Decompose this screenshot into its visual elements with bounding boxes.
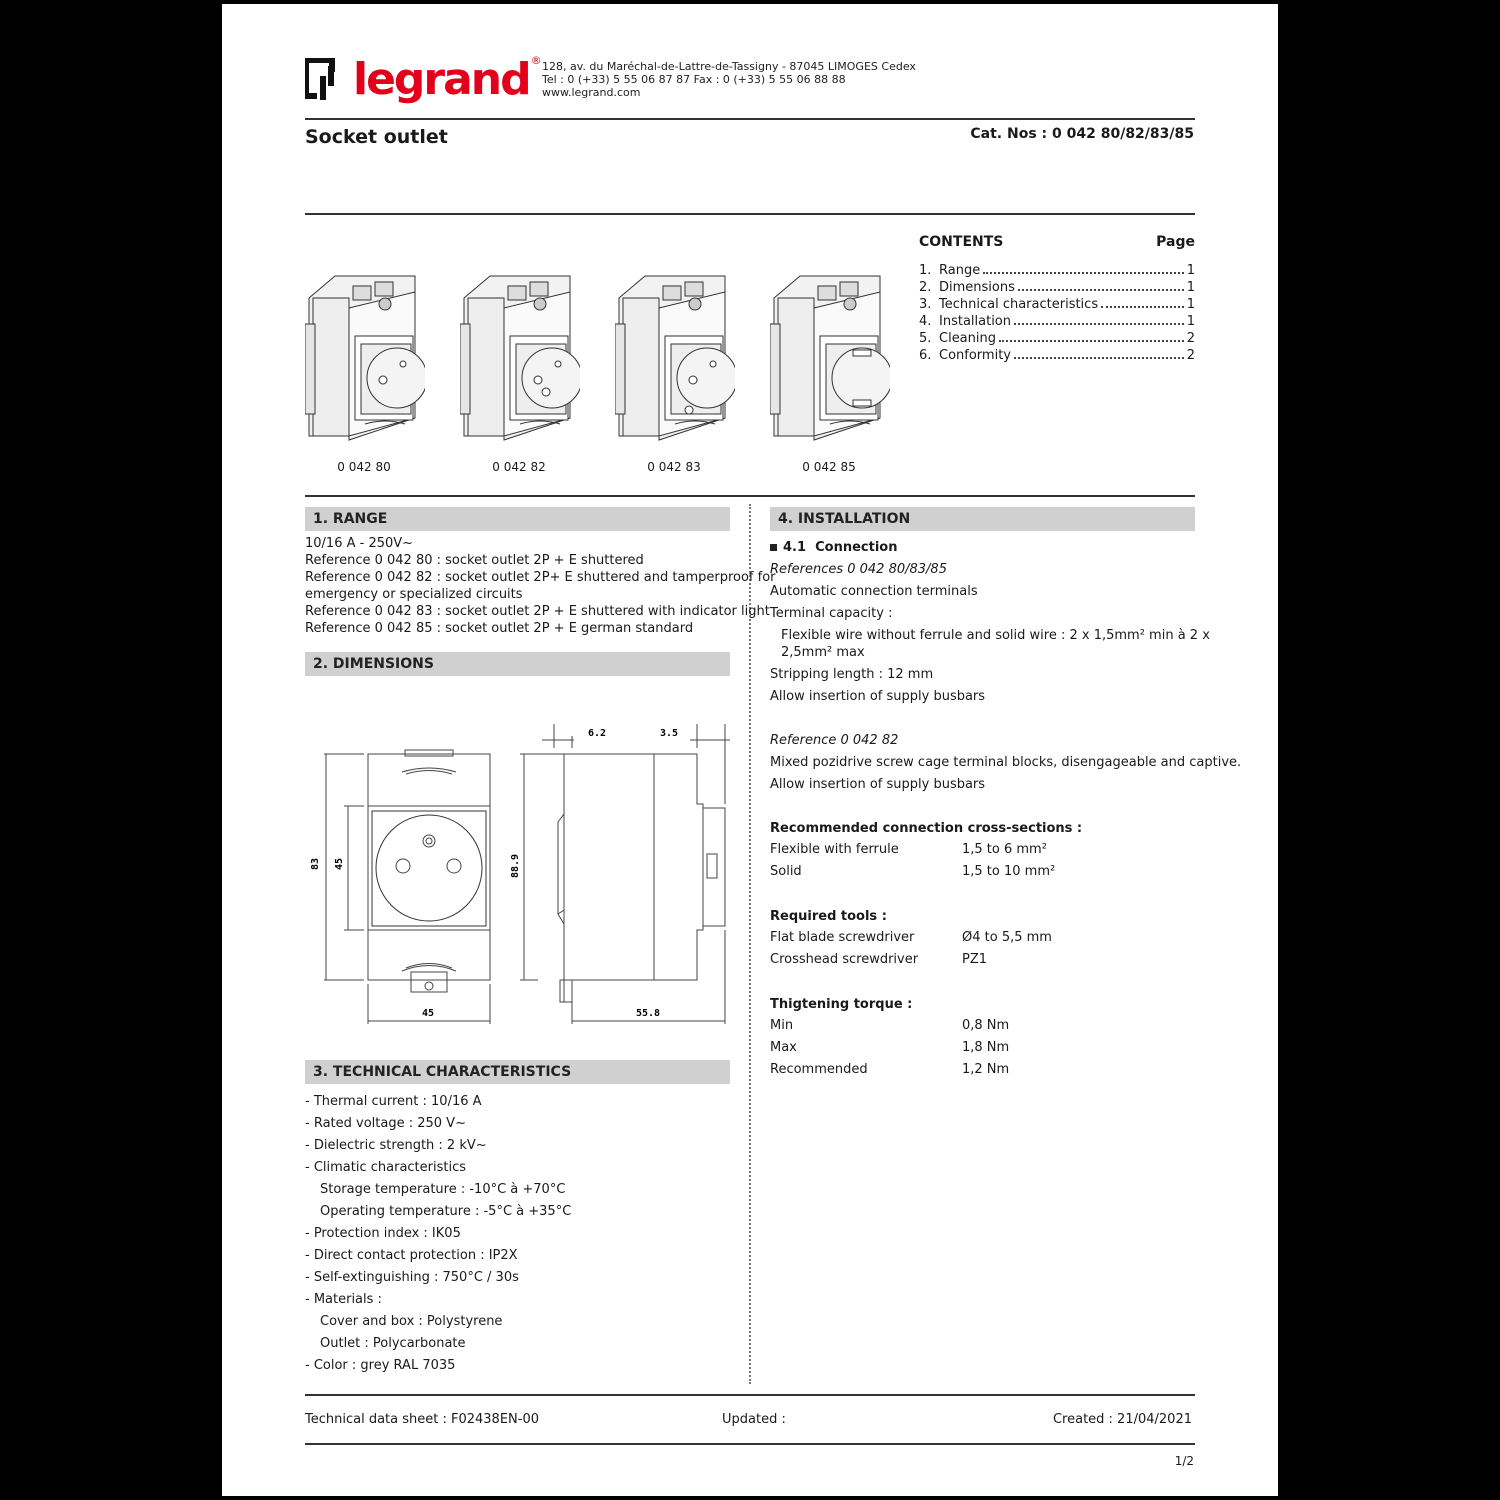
terminal-capacity: Terminal capacity : (770, 606, 893, 621)
spec-value: 1,8 Nm (962, 1040, 1010, 1055)
toc-number: 3. (919, 297, 932, 312)
toc-page: 1 (1186, 297, 1195, 312)
spec-key: Flexible with ferrule (770, 842, 899, 857)
range-line: 10/16 A - 250V~ (305, 536, 414, 551)
footer-divider-bottom (305, 1443, 1195, 1445)
footer-divider-top (305, 1394, 1195, 1396)
tools-heading: Required tools : (770, 909, 887, 924)
sub-title: Connection (815, 540, 898, 555)
range-line: Reference 0 042 83 : socket outlet 2P + E shuttered with indicator light (305, 604, 770, 619)
company-address (542, 60, 916, 99)
technical-item: Cover and box : Polystyrene (320, 1314, 503, 1329)
technical-item: - Thermal current : 10/16 A (305, 1094, 482, 1109)
busbars-note-b: Allow insertion of supply busbars (770, 777, 986, 792)
range-heading: 1. RANGE (305, 507, 730, 531)
toc-number: 5. (919, 331, 932, 346)
footer-created: Created : 21/04/2021 (1052, 1412, 1192, 1427)
dimension-drawing-svg (302, 714, 732, 1034)
address-line: 128, av. du Maréchal-de-Lattre-de-Tassigny - 87045 LIMOGES Cedex (542, 60, 916, 73)
legrand-mark-icon (305, 58, 345, 102)
toc-label: Range (939, 263, 981, 278)
toc-item (919, 279, 1195, 296)
footer-sheet-id: Technical data sheet : F02438EN-00 (305, 1412, 539, 1427)
flexible-wire-line1: Flexible wire without ferrule and solid wire : 2 x 1,5mm² min à 2 x (781, 628, 1210, 643)
busbars-note-a: Allow insertion of supply busbars (770, 689, 986, 704)
cross-sections-table (770, 839, 1056, 883)
toc-label: Cleaning (939, 331, 996, 346)
spec-value: PZ1 (962, 952, 988, 967)
sub-number: 4.1 (783, 540, 807, 555)
side-view-body (534, 754, 703, 980)
toc-label: Dimensions (939, 280, 1015, 295)
toc-page: 2 (1186, 348, 1195, 363)
toc-page: 2 (1186, 331, 1195, 346)
reference-group-a: References 0 042 80/83/85 (770, 562, 947, 577)
range-line: Reference 0 042 80 : socket outlet 2P + E shuttered (305, 553, 644, 568)
dimension-drawing (302, 714, 732, 1038)
torque-heading: Thigtening torque : (770, 997, 913, 1012)
dim-height-window: 45 (334, 857, 345, 870)
dim-top-left: 6.2 (588, 728, 607, 739)
title-divider (305, 213, 1195, 215)
table-of-contents (919, 234, 1195, 364)
header-divider (305, 118, 1195, 120)
product-label: 0 042 80 (337, 460, 391, 474)
toc-number: 4. (919, 314, 932, 329)
toc-item (919, 313, 1195, 330)
spec-key: Crosshead screwdriver (770, 952, 919, 967)
toc-number: 6. (919, 348, 932, 363)
technical-item: - Rated voltage : 250 V~ (305, 1116, 466, 1131)
spec-key: Min (770, 1018, 794, 1033)
spec-value: 1,5 to 6 mm² (962, 842, 1047, 857)
cross-sections-heading: Recommended connection cross-sections : (770, 821, 1083, 836)
section-divider (305, 495, 1195, 497)
toc-item (919, 262, 1195, 279)
flexible-wire-line2: 2,5mm² max (781, 645, 865, 660)
product-image (305, 268, 425, 448)
spec-row (770, 1037, 1010, 1059)
toc-leader (1018, 289, 1184, 291)
toc-leader (1014, 357, 1184, 359)
registered-mark: ® (530, 54, 542, 67)
toc-item (919, 296, 1195, 313)
catalog-numbers: Cat. Nos : 0 042 80/82/83/85 (970, 126, 1194, 142)
product-image (460, 268, 580, 448)
footer-updated: Updated : (722, 1412, 786, 1427)
toc-label: Installation (939, 314, 1012, 329)
toc-item (919, 347, 1195, 364)
range-line: Reference 0 042 82 : socket outlet 2P+ E shuttered and tamperproof for (305, 570, 776, 585)
stripping-length: Stripping length : 12 mm (770, 667, 934, 682)
range-text (305, 535, 776, 637)
toc-label: Conformity (939, 348, 1011, 363)
dim-top-right: 3.5 (660, 728, 679, 739)
toc-leader (999, 340, 1184, 342)
toc-leader (983, 272, 1184, 274)
technical-item: - Direct contact protection : IP2X (305, 1248, 518, 1263)
spec-value: 1,5 to 10 mm² (962, 864, 1056, 879)
document-title: Socket outlet (305, 126, 448, 148)
technical-item: - Protection index : IK05 (305, 1226, 461, 1241)
phone-line: Tel : 0 (+33) 5 55 06 87 87 Fax : 0 (+33) 5 55 06 88 88 (542, 73, 846, 86)
spec-row (770, 861, 1056, 883)
spec-row (770, 949, 988, 971)
spec-row (770, 1059, 1010, 1081)
contents-page-heading: Page (1156, 234, 1195, 250)
dimensions-heading: 2. DIMENSIONS (305, 652, 730, 676)
toc-leader (1014, 323, 1184, 325)
product-label: 0 042 85 (802, 460, 856, 474)
installation-heading: 4. INSTALLATION (770, 507, 1195, 531)
front-view-body (368, 754, 490, 980)
spec-key: Max (770, 1040, 797, 1055)
mixed-terminal-blocks: Mixed pozidrive screw cage terminal blocks, disengageable and captive. (770, 755, 1242, 770)
website-line: www.legrand.com (542, 86, 641, 99)
toc-item (919, 330, 1195, 347)
contents-heading: CONTENTS (919, 234, 1004, 250)
spec-value: Ø4 to 5,5 mm (962, 930, 1052, 945)
spec-row (770, 927, 1052, 949)
dim-height-total: 83 (310, 857, 321, 870)
technical-heading: 3. TECHNICAL CHARACTERISTICS (305, 1060, 730, 1084)
dim-height-side: 88.9 (510, 853, 521, 878)
legrand-logo (305, 54, 542, 106)
toc-page: 1 (1186, 314, 1195, 329)
reference-group-b: Reference 0 042 82 (770, 733, 899, 748)
spec-row (770, 839, 1047, 861)
torque-table (770, 1015, 1010, 1081)
technical-list (305, 1091, 571, 1377)
technical-item: Storage temperature : -10°C à +70°C (320, 1182, 566, 1197)
spec-key: Solid (770, 864, 802, 879)
connection-subheading (770, 539, 897, 556)
toc-number: 2. (919, 280, 932, 295)
dim-depth: 55.8 (636, 1008, 661, 1019)
tools-table (770, 927, 1052, 971)
technical-item: - Dielectric strength : 2 kV~ (305, 1138, 487, 1153)
product-image (615, 268, 735, 448)
bullet-icon (770, 544, 777, 551)
product-label: 0 042 82 (492, 460, 546, 474)
toc-number: 1. (919, 263, 932, 278)
technical-item: - Climatic characteristics (305, 1160, 467, 1175)
auto-terminals: Automatic connection terminals (770, 584, 978, 599)
spec-key: Recommended (770, 1062, 868, 1077)
datasheet-page (222, 4, 1278, 1496)
spec-value: 1,2 Nm (962, 1062, 1010, 1077)
brand-name: legrand (353, 54, 530, 105)
spec-value: 0,8 Nm (962, 1018, 1010, 1033)
toc-leader (1101, 306, 1184, 308)
toc-page: 1 (1186, 263, 1195, 278)
range-line: emergency or specialized circuits (305, 587, 523, 602)
technical-item: Operating temperature : -5°C à +35°C (320, 1204, 572, 1219)
spec-key: Flat blade screwdriver (770, 930, 915, 945)
product-label: 0 042 83 (647, 460, 701, 474)
technical-item: - Color : grey RAL 7035 (305, 1358, 456, 1373)
spec-row (770, 1015, 1010, 1037)
toc-label: Technical characteristics (939, 297, 1099, 312)
technical-item: - Materials : (305, 1292, 382, 1307)
technical-item: Outlet : Polycarbonate (320, 1336, 466, 1351)
dim-width-front: 45 (422, 1008, 435, 1019)
range-line: Reference 0 042 85 : socket outlet 2P + E german standard (305, 621, 694, 636)
page-number: 1/2 (1174, 1454, 1194, 1468)
product-image (770, 268, 890, 448)
technical-item: - Self-extinguishing : 750°C / 30s (305, 1270, 519, 1285)
toc-page: 1 (1186, 280, 1195, 295)
